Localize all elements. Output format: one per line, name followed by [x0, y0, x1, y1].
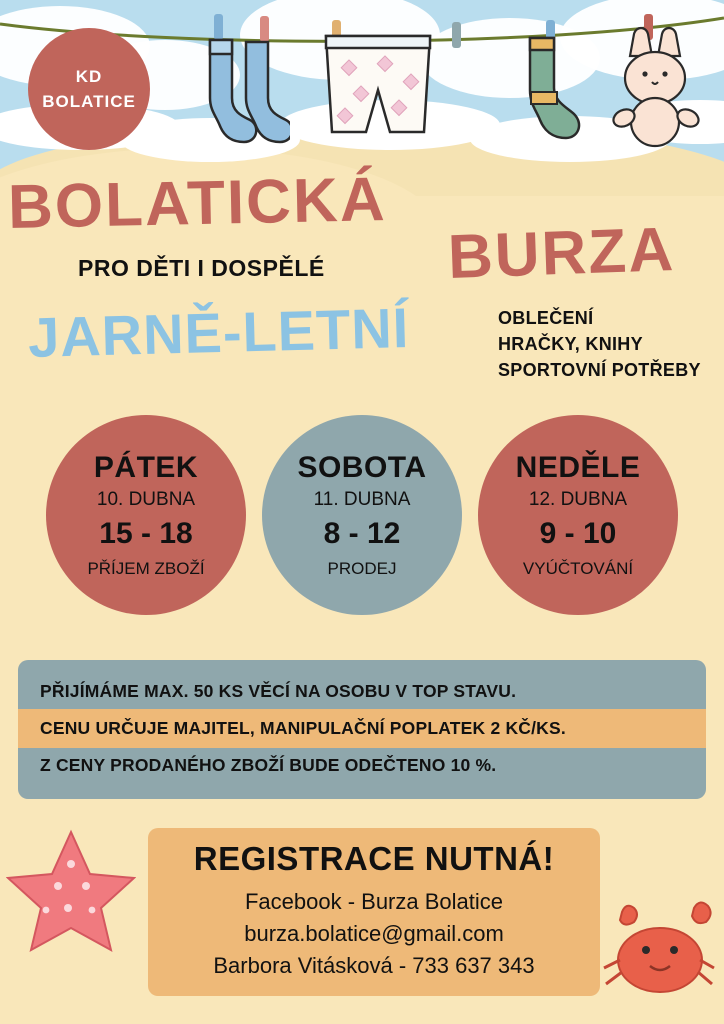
day-note: PRODEJ	[327, 559, 397, 578]
poster-title-primary: BOLATICKÁ	[7, 165, 388, 242]
rule-item: PŘIJÍMÁME MAX. 50 KS VĚCÍ NA OSOBU V TOP STAVU.	[40, 681, 517, 701]
category-item: OBLEČENÍ	[498, 308, 594, 328]
category-item: HRAČKY, KNIHY	[498, 334, 643, 355]
category-list	[498, 305, 701, 383]
sock-icon	[516, 34, 586, 140]
socks-icon	[200, 36, 290, 146]
starfish-icon	[6, 824, 136, 954]
day-date: 12. DUBNA	[528, 489, 628, 510]
venue-badge-line2: BOLATICE	[42, 92, 136, 111]
registration-title: REGISTRACE NUTNÁ!	[193, 840, 555, 877]
registration-contact: Barbora Vitásková - 733 637 343	[213, 952, 535, 978]
bunny-toy-icon	[600, 26, 710, 156]
clothespin-icon	[452, 22, 461, 48]
category-item: SPORTOVNÍ POTŘEBY	[498, 360, 701, 381]
crab-icon	[598, 898, 718, 1008]
schedule	[0, 415, 724, 625]
day-date: 11. DUBNA	[313, 489, 411, 510]
rule-item-highlighted: CENU URČUJE MAJITEL, MANIPULAČNÍ POPLATEK 2 KČ/KS.	[18, 709, 706, 748]
day-name: PÁTEK	[93, 451, 199, 484]
day-time: 15 - 18	[99, 517, 193, 550]
day-time: 8 - 12	[323, 517, 401, 550]
rules-box	[18, 660, 706, 799]
poster-subtitle-audience: PRO DĚTI I DOSPĚLÉ	[78, 255, 325, 281]
venue-badge	[28, 28, 150, 150]
venue-badge-line1: KD	[75, 66, 103, 86]
registration-email: burza.bolatice@gmail.com	[244, 920, 504, 946]
poster-title-secondary: BURZA	[446, 215, 677, 292]
day-note: VYÚČTOVÁNÍ	[522, 559, 634, 578]
rule-item: Z CENY PRODANÉHO ZBOŽÍ BUDE ODEČTENO 10 %.	[40, 755, 497, 775]
registration-facebook: Facebook - Burza Bolatice	[244, 889, 504, 914]
day-name: NEDĚLE	[515, 451, 641, 484]
day-note: PŘÍJEM ZBOŽÍ	[87, 559, 205, 578]
schedule-day-sunday	[478, 415, 678, 615]
day-name: SOBOTA	[297, 451, 427, 484]
schedule-day-saturday	[262, 415, 462, 615]
registration-box	[148, 828, 600, 996]
boxer-shorts-icon	[318, 30, 438, 142]
schedule-day-friday	[46, 415, 246, 615]
day-date: 10. DUBNA	[96, 489, 196, 510]
day-time: 9 - 10	[539, 517, 617, 550]
poster-title-season: JARNĚ-LETNÍ	[27, 296, 410, 369]
